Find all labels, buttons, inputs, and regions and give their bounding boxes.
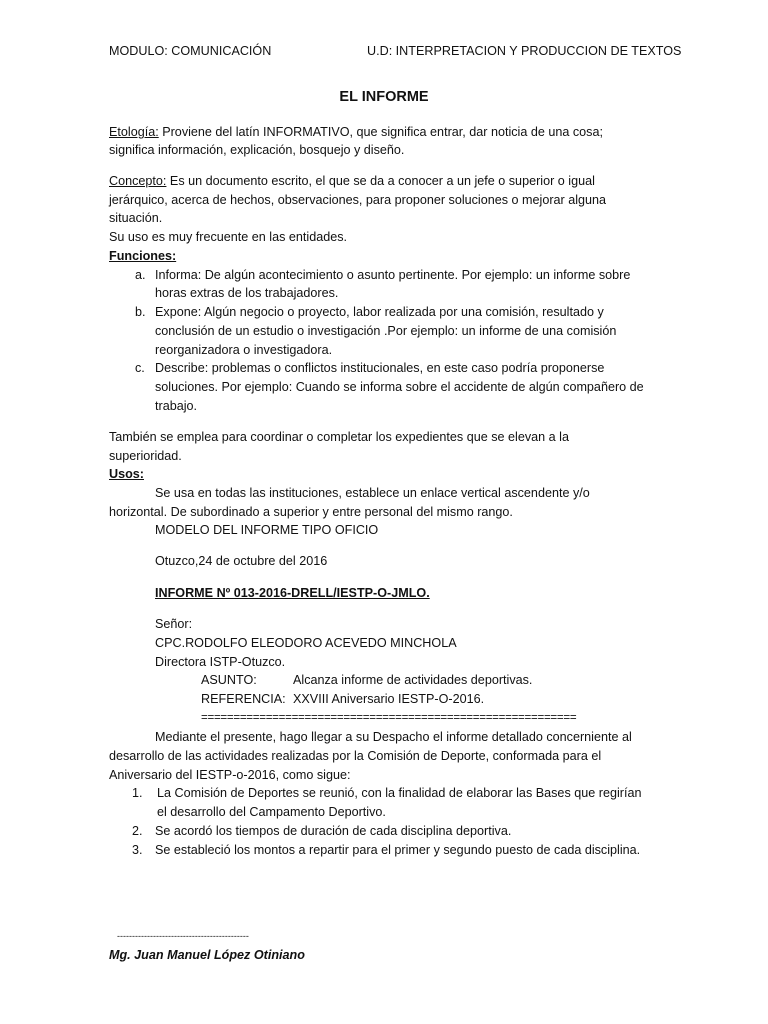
recipient-title: Directora ISTP-Otuzco. (155, 655, 286, 669)
step-marker-1: 1. (132, 786, 143, 800)
tambien-line-2: superioridad. (109, 449, 182, 463)
funciones-marker-a: a. (135, 268, 146, 282)
usos-line-2: horizontal. De subordinado a superior y entre personal del mismo rango. (109, 505, 513, 519)
etologia-line-2: significa información, explicación, bosquejo y diseño. (109, 143, 405, 157)
funciones-a-line-2: horas extras de los trabajadores. (155, 286, 339, 300)
tambien-line-1: También se emplea para coordinar o completar los expedientes que se elevan a la (109, 430, 569, 444)
referencia-label: REFERENCIA: (201, 692, 286, 706)
salutation: Señor: (155, 617, 193, 631)
etologia-text-1: Proviene del latín INFORMATIVO, que significa entrar, dar noticia de una cosa; (158, 125, 603, 139)
funciones-c-line-1: Describe: problemas o conflictos institucionales, en este caso podría proponerse (155, 361, 605, 375)
etologia-line-1 (109, 123, 603, 141)
funciones-b-line-3: reorganizadora o investigadora. (155, 343, 333, 357)
funciones-a-line-1: Informa: De algún acontecimiento o asunto pertinente. Por ejemplo: un informe sobre (155, 268, 631, 282)
body-line-3: Aniversario del IESTP-o-2016, como sigue: (109, 768, 351, 782)
step-3-line-1: Se estableció los montos a repartir para el primer y segundo puesto de cada disciplina. (155, 843, 641, 857)
funciones-b-line-2: conclusión de un estudio o investigación .Por ejemplo: un informe de una comisión (155, 324, 617, 338)
step-marker-2: 2. (132, 824, 143, 838)
concepto-line-3: situación. (109, 211, 163, 225)
concepto-line-1 (109, 172, 595, 190)
funciones-c-line-3: trabajo. (155, 399, 198, 413)
header-module: MODULO: COMUNICACIÓN (109, 44, 272, 58)
etologia-label: Etología: (109, 125, 159, 139)
step-1-line-2: el desarrollo del Campamento Deportivo. (157, 805, 386, 819)
body-line-2: desarrollo de las actividades realizadas por la Comisión de Deporte, conformada para el (109, 749, 602, 763)
funciones-heading: Funciones: (109, 249, 177, 263)
concepto-label: Concepto: (109, 174, 167, 188)
step-2-line-1: Se acordó los tiempos de duración de cada disciplina deportiva. (155, 824, 512, 838)
step-marker-3: 3. (132, 843, 143, 857)
signature-name: Mg. Juan Manuel López Otiniano (109, 948, 305, 962)
funciones-marker-b: b. (135, 305, 146, 319)
funciones-b-line-1: Expone: Algún negocio o proyecto, labor realizada por una comisión, resultado y (155, 305, 604, 319)
funciones-c-line-2: soluciones. Por ejemplo: Cuando se informa sobre el accidente de algún compañero de (155, 380, 644, 394)
header-unit: U.D: INTERPRETACION Y PRODUCCION DE TEXTOS (367, 44, 682, 58)
referencia-value: XXVIII Aniversario IESTP-O-2016. (293, 692, 485, 706)
document-title: EL INFORME (339, 89, 429, 105)
asunto-label: ASUNTO: (201, 673, 257, 687)
recipient-name: CPC.RODOLFO ELEODORO ACEVEDO MINCHOLA (155, 636, 457, 650)
asunto-value: Alcanza informe de actividades deportivas. (293, 673, 533, 687)
concepto-line-4: Su uso es muy frecuente en las entidades. (109, 230, 348, 244)
usos-line-1: Se usa en todas las instituciones, establece un enlace vertical ascendente y/o (155, 486, 590, 500)
usos-heading: Usos: (109, 467, 144, 481)
modelo-heading: MODELO DEL INFORME TIPO OFICIO (155, 523, 379, 537)
signature-line: -------------------------------------------- (117, 931, 249, 941)
funciones-marker-c: c. (135, 361, 145, 375)
informe-number: INFORME Nº 013-2016-DRELL/IESTP-O-JMLO. (155, 586, 430, 600)
body-line-1: Mediante el presente, hago llegar a su Despacho el informe detallado concerniente al (155, 730, 632, 744)
modelo-date: Otuzco,24 de octubre del 2016 (155, 554, 328, 568)
step-1-line-1: La Comisión de Deportes se reunió, con la finalidad de elaborar las Bases que regirían (157, 786, 642, 800)
concepto-text-1: Es un documento escrito, el que se da a conocer a un jefe o superior o igual (166, 174, 595, 188)
separator-line: ========================================================== (201, 711, 577, 724)
concepto-line-2: jerárquico, acerca de hechos, observaciones, para proponer soluciones o mejorar alguna (109, 193, 607, 207)
